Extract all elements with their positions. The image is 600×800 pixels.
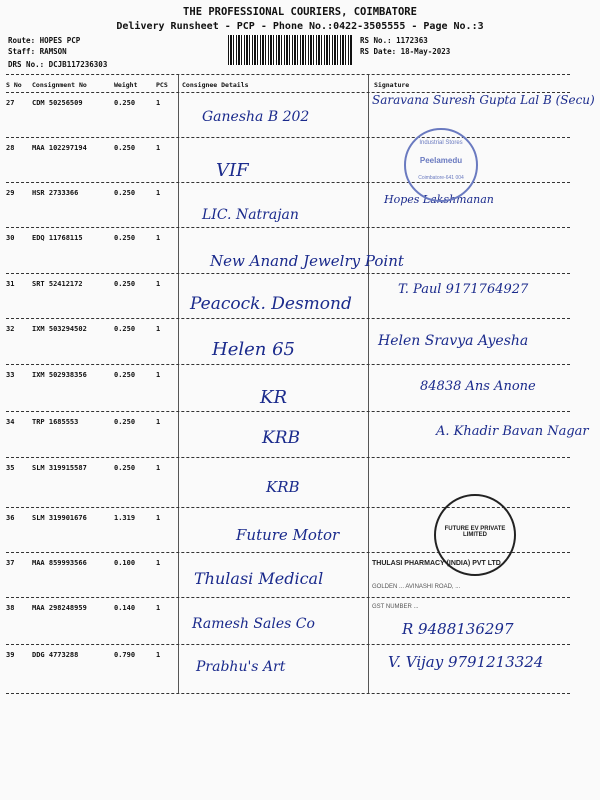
table-row bbox=[6, 644, 570, 694]
row-weight: 0.790 bbox=[114, 651, 136, 659]
staff-label: Staff: RAMSON bbox=[8, 47, 67, 56]
row-signature: Helen Sravya Ayesha bbox=[378, 333, 529, 349]
row-pcs: 1 bbox=[156, 325, 161, 333]
row-pcs: 1 bbox=[156, 604, 161, 612]
row-weight: 0.250 bbox=[114, 144, 136, 152]
table-row bbox=[6, 364, 570, 412]
row-consignee: Future Motor bbox=[236, 526, 340, 544]
row-consignee: Ramesh Sales Co bbox=[192, 616, 315, 632]
row-consignee: KRB bbox=[262, 428, 300, 448]
pharma-stamp-name: THULASI PHARMACY (INDIA) PVT LTD bbox=[372, 560, 501, 567]
row-consignee: LIC. Natrajan bbox=[202, 207, 299, 223]
row-weight: 0.100 bbox=[114, 559, 136, 567]
row-weight: 0.250 bbox=[114, 189, 136, 197]
table-row bbox=[6, 137, 570, 183]
row-consignee: VIF bbox=[216, 160, 249, 181]
row-weight: 0.250 bbox=[114, 325, 136, 333]
header-consignment: Consignment No bbox=[32, 81, 87, 89]
row-consignment: TRP 1685553 bbox=[32, 418, 79, 426]
row-consignment: IXM 502938356 bbox=[32, 371, 87, 379]
table-header bbox=[6, 74, 570, 93]
table-row bbox=[6, 273, 570, 319]
row-consignee: KRB bbox=[266, 478, 300, 496]
rs-number: RS No.: 1172363 bbox=[360, 36, 428, 45]
row-consignment: IXM 503294502 bbox=[32, 325, 87, 333]
row-signature: Hopes Lakshmanan bbox=[384, 193, 494, 206]
row-weight: 0.250 bbox=[114, 280, 136, 288]
stamp-top-text: Industrial Stores bbox=[419, 140, 463, 146]
table-row bbox=[6, 318, 570, 365]
row-weight: 0.250 bbox=[114, 234, 136, 242]
table-row bbox=[6, 182, 570, 228]
row-weight: 0.250 bbox=[114, 418, 136, 426]
row-consignee: KR bbox=[260, 387, 287, 408]
row-consignment: MAA 102297194 bbox=[32, 144, 87, 152]
rs-date: RS Date: 18-May-2023 bbox=[360, 47, 451, 56]
pharma-stamp-gst: GST NUMBER ... bbox=[372, 604, 419, 610]
row-consignee: Ganesha B 202 bbox=[202, 109, 310, 125]
row-weight: 0.250 bbox=[114, 99, 136, 107]
row-consignment: SLM 319915587 bbox=[32, 464, 87, 472]
row-consignment: EDQ 11768115 bbox=[32, 234, 83, 242]
row-sno: 29 bbox=[6, 189, 15, 197]
row-consignee: Thulasi Medical bbox=[194, 569, 324, 588]
document-subtitle: Delivery Runsheet - PCP - Phone No.:0422-3505555 - Page No.:3 bbox=[116, 21, 484, 32]
row-weight: 0.250 bbox=[114, 464, 136, 472]
row-consignment: MAA 859993566 bbox=[32, 559, 87, 567]
row-consignment: DDG 4773288 bbox=[32, 651, 79, 659]
row-pcs: 1 bbox=[156, 418, 161, 426]
row-consignment: SRT 52412172 bbox=[32, 280, 83, 288]
row-signature: Saravana Suresh Gupta Lal B (Secu) bbox=[372, 93, 595, 107]
barcode bbox=[228, 35, 352, 65]
row-pcs: 1 bbox=[156, 371, 161, 379]
row-consignee: Peacock. Desmond bbox=[190, 294, 352, 314]
pharma-stamp-address: GOLDEN ... AVINASHI ROAD, ... bbox=[372, 584, 461, 590]
row-sno: 37 bbox=[6, 559, 15, 567]
row-consignee: Helen 65 bbox=[212, 339, 295, 360]
row-weight: 0.140 bbox=[114, 604, 136, 612]
drs-number: DRS No.: DCJB117236303 bbox=[8, 60, 108, 69]
row-pcs: 1 bbox=[156, 189, 161, 197]
row-sno: 30 bbox=[6, 234, 15, 242]
row-signature: R 9488136297 bbox=[402, 620, 514, 638]
row-signature: A. Khadir Bavan Nagar bbox=[436, 424, 589, 439]
header-consignee: Consignee Details bbox=[182, 81, 249, 89]
table-row bbox=[6, 597, 570, 645]
row-pcs: 1 bbox=[156, 280, 161, 288]
row-consignment: MAA 298248959 bbox=[32, 604, 87, 612]
header-signature: Signature bbox=[374, 81, 410, 89]
row-sno: 32 bbox=[6, 325, 15, 333]
row-sno: 27 bbox=[6, 99, 15, 107]
header-weight: Weight bbox=[114, 81, 138, 89]
row-signature: 84838 Ans Anone bbox=[420, 379, 536, 394]
table-row bbox=[6, 227, 570, 274]
row-sno: 36 bbox=[6, 514, 15, 522]
row-consignment: HSR 2733366 bbox=[32, 189, 79, 197]
row-consignee: New Anand Jewelry Point bbox=[210, 252, 404, 270]
row-signature: V. Vijay 9791213324 bbox=[388, 653, 544, 671]
row-pcs: 1 bbox=[156, 514, 161, 522]
route-label: Route: HOPES PCP bbox=[8, 36, 81, 45]
row-consignment: CDM 50256509 bbox=[32, 99, 83, 107]
future-ev-text: FUTURE EV PRIVATE LIMITED bbox=[444, 526, 506, 538]
row-weight: 0.250 bbox=[114, 371, 136, 379]
row-weight: 1.319 bbox=[114, 514, 136, 522]
row-pcs: 1 bbox=[156, 144, 161, 152]
row-pcs: 1 bbox=[156, 464, 161, 472]
row-sno: 34 bbox=[6, 418, 15, 426]
row-sno: 38 bbox=[6, 604, 15, 612]
header-sno: S No bbox=[6, 81, 22, 89]
stamp-mid-text: Peelamedu bbox=[419, 156, 463, 165]
row-pcs: 1 bbox=[156, 234, 161, 242]
table-row bbox=[6, 411, 589, 458]
document-title: THE PROFESSIONAL COURIERS, COIMBATORE bbox=[183, 6, 417, 18]
row-sno: 28 bbox=[6, 144, 15, 152]
row-sno: 35 bbox=[6, 464, 15, 472]
row-pcs: 1 bbox=[156, 99, 161, 107]
header-pcs: PCS bbox=[156, 81, 168, 89]
peelamedu-stamp bbox=[404, 128, 478, 202]
row-consignment: SLM 319901676 bbox=[32, 514, 87, 522]
row-sno: 31 bbox=[6, 280, 15, 288]
row-sno: 39 bbox=[6, 651, 15, 659]
row-sno: 33 bbox=[6, 371, 15, 379]
row-pcs: 1 bbox=[156, 559, 161, 567]
row-signature: T. Paul 9171764927 bbox=[398, 282, 529, 297]
table-row bbox=[6, 92, 595, 138]
row-consignee: Prabhu's Art bbox=[196, 659, 286, 675]
stamp-bottom-text: Coimbatore-641 004 bbox=[418, 175, 464, 181]
row-pcs: 1 bbox=[156, 651, 161, 659]
